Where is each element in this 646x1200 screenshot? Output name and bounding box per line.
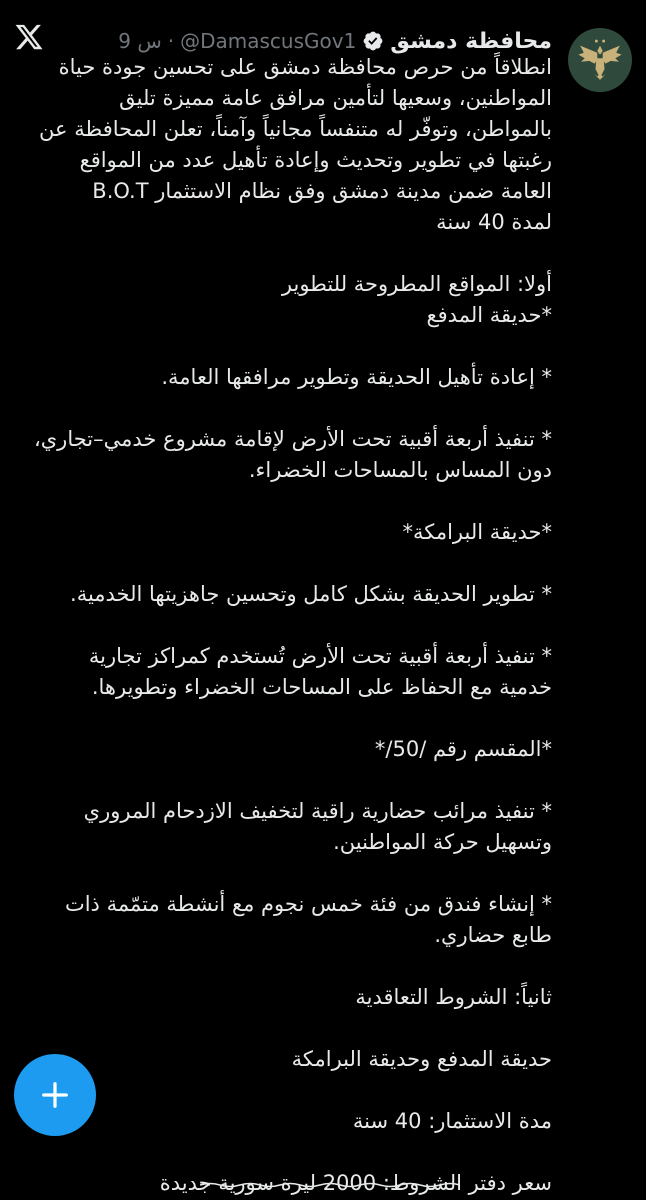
section2-title: ثانياً: الشروط التعاقدية: [355, 985, 552, 1009]
separator: ·: [167, 29, 175, 53]
site1-item2: * تنفيذ أربعة أقبية تحت الأرض لإقامة مشروع خدمي–تجاري، دون المساس بالمساحات الخضراء.: [33, 427, 552, 482]
site3-title: *المقسم رقم /50/*: [374, 737, 552, 761]
handle[interactable]: @DamascusGov1: [180, 29, 357, 53]
eagle-emblem-icon: [573, 33, 627, 87]
site2-item1: * تطوير الحديقة بشكل كامل وتحسين جاهزيتها الخدمية.: [70, 582, 552, 606]
scroll-strike-decoration: [200, 1182, 460, 1188]
section1-title: أولا: المواقع المطروحة للتطوير: [281, 272, 552, 296]
avatar[interactable]: [568, 28, 632, 92]
site3-item2: * إنشاء فندق من فئة خمس نجوم مع أنشطة متمّمة ذات طابع حضاري.: [64, 892, 552, 947]
verified-badge-icon: [362, 30, 384, 52]
terms-sites: حديقة المدفع وحديقة البرامكة: [291, 1047, 552, 1071]
site1-item1: * إعادة تأهيل الحديقة وتطوير مرافقها العامة.: [161, 365, 552, 389]
compose-button[interactable]: [14, 1054, 96, 1136]
site3-item1: * تنفيذ مرائب حضارية راقية لتخفيف الازدحام المروري وتسهيل حركة المواطنين.: [83, 799, 552, 854]
site1-title: *حديقة المدفع: [426, 303, 552, 327]
site2-title: *حديقة البرامكة*: [402, 520, 552, 544]
tweet-text: [32, 52, 552, 1200]
display-name[interactable]: محافظة دمشق: [390, 28, 552, 54]
site2-item2: * تنفيذ أربعة أقبية تحت الأرض تُستخدم كمراكز تجارية خدمية مع الحفاظ على المساحات الخضراء وتطويرها.: [88, 644, 552, 699]
timestamp[interactable]: 9 س: [118, 29, 162, 53]
intro-paragraph: انطلاقاً من حرص محافظة دمشق على تحسين جودة حياة المواطنين، وسعيها لتأمين مرافق عامة مميزة تليق بالمواطن، وتوفّر له متنفساً مجانياً وآمناً، تعلن المحافظة عن رغبتها في تطوير وتحديث وإعادة تأهيل عدد من المواقع العامة ضمن مدينة دمشق وفق نظام الاستثمار B.O.T: [39, 55, 552, 203]
terms-duration: مدة الاستثمار: 40 سنة: [352, 1109, 552, 1133]
intro-duration: لمدة 40 سنة: [436, 210, 552, 234]
terms-price: سعر دفتر الشروط: 2000 ليرة سورية جديدة: [159, 1171, 552, 1195]
plus-icon: [40, 1080, 70, 1110]
x-logo-icon[interactable]: [14, 22, 44, 52]
